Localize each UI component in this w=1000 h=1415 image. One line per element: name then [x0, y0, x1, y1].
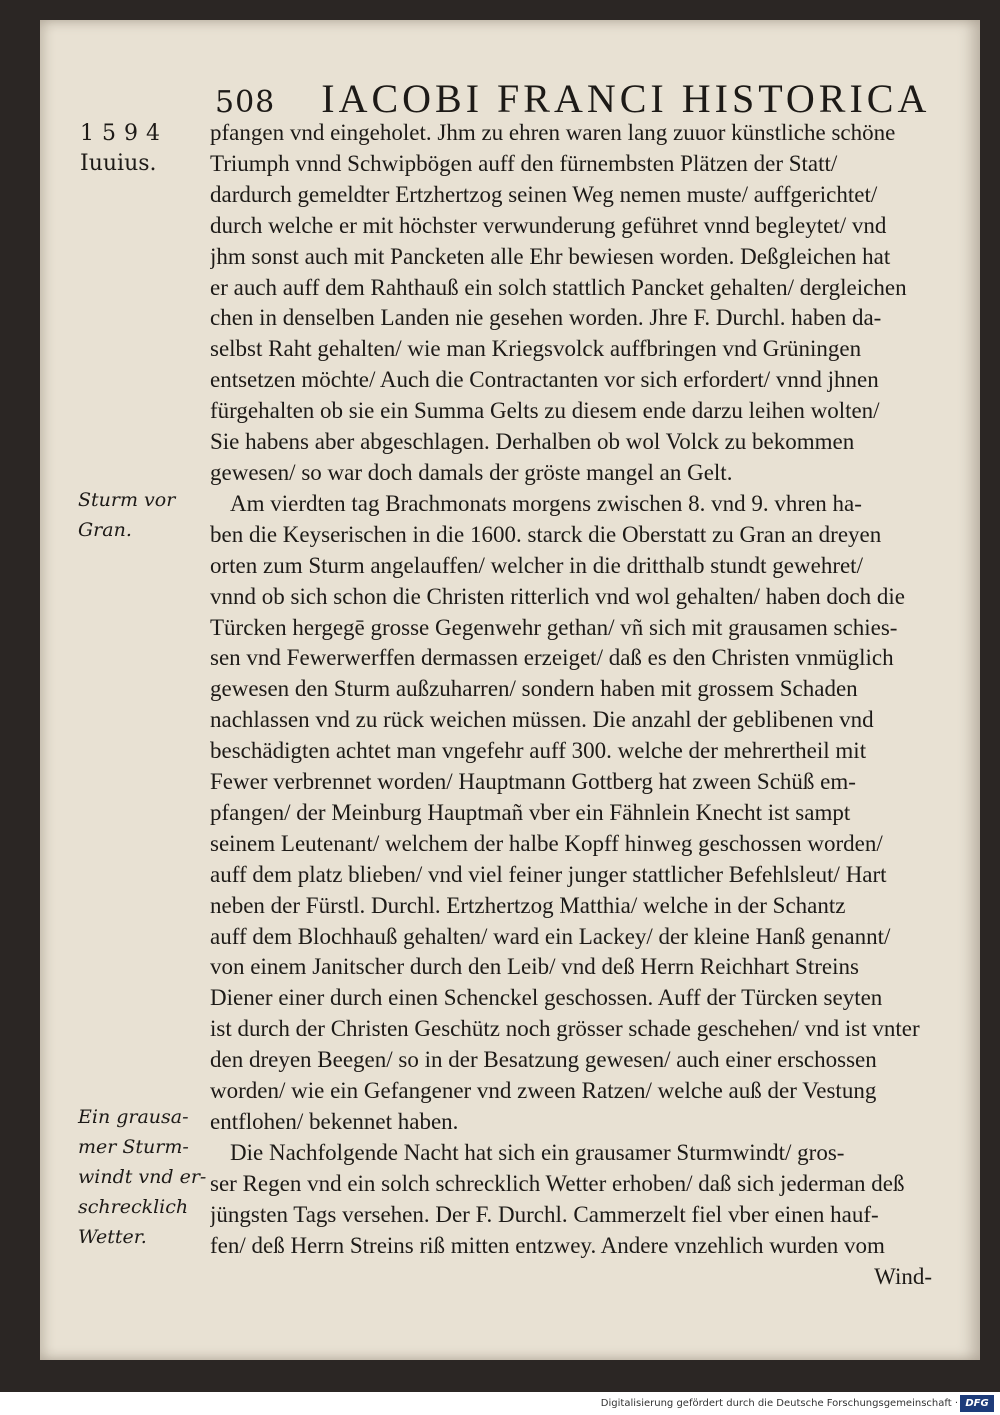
- text-line: Sie habens aber abgeschlagen. Derhalben ob wol Volck zu bekommen: [210, 429, 855, 455]
- margin-note-wetter: [78, 1102, 218, 1252]
- text-line: pfangen/ der Meinburg Hauptmañ vber ein Fähnlein Knecht ist sampt: [210, 799, 851, 825]
- text-line: Diener einer durch einen Schenckel geschossen. Auff der Türcken seyten: [210, 985, 883, 1011]
- text-line: fürgehalten ob sie ein Summa Gelts zu diesem ende darzu leihen wolten/: [210, 398, 880, 424]
- text-line: Türcken hergegē grosse Gegenwehr gethan/ vñ sich mit grausamen schies-: [210, 614, 898, 640]
- text-line: jhm sonst auch mit Pancketen alle Ehr bewiesen worden. Deßgleichen hat: [210, 243, 891, 269]
- funding-credit: Digitalisierung gefördert durch die Deutsche Forschungsgemeinschaft ·: [600, 1398, 958, 1409]
- text-line: gewesen den Sturm außzuharren/ sondern haben mit grossem Schaden: [210, 676, 858, 702]
- text-line: nachlassen vnd zu rück weichen müssen. Die anzahl der geblibenen vnd: [210, 707, 874, 733]
- text-line: ben die Keyserischen in die 1600. starck die Oberstatt zu Gran an dreyen: [210, 521, 882, 547]
- text-line: entflohen/ bekennet haben.: [210, 1109, 459, 1134]
- text-line: orten zum Sturm angelauffen/ welcher in die dritthalb stundt gewehret/: [210, 552, 863, 578]
- text-line: gewesen/ so war doch damals der gröste mangel an Gelt.: [210, 459, 733, 485]
- margin-month: Iuuius.: [80, 151, 157, 176]
- text-line: beschädigten achtet man vngefehr auff 300. welche der mehrertheil mit: [210, 738, 867, 764]
- text-line: neben der Fürstl. Durchl. Ertzhertzog Matthia/ welche in der Schantz: [210, 892, 846, 918]
- running-title: IACOBI FRANCI HISTORICA: [321, 76, 931, 121]
- margin-note-line: Gran.: [78, 519, 132, 541]
- text-line: selbst Raht gehalten/ wie man Kriegsvolck auffbringen vnd Grüningen: [210, 336, 862, 362]
- margin-note-sturm: [78, 485, 218, 545]
- text-line: chen in denselben Landen nie gesehen worden. Jhre F. Durchl. haben da-: [210, 305, 882, 331]
- text-line: Die Nachfolgende Nacht hat sich ein grausamer Sturmwindt/ gros-: [230, 1139, 845, 1165]
- text-line: er auch auff dem Rahthauß ein solch stattlich Pancket gehalten/ dergleichen: [210, 274, 907, 300]
- text-line: worden/ wie ein Gefangener vnd zween Ratzen/ welche auß der Vestung: [210, 1078, 877, 1104]
- margin-note-line: Wetter.: [78, 1226, 147, 1248]
- text-line: auff dem platz blieben/ vnd viel feiner junger stattlicher Befehlsleut/ Hart: [210, 861, 887, 887]
- margin-note-line: windt vnd er-: [78, 1166, 207, 1188]
- margin-year: 1594: [80, 121, 168, 146]
- margin-note-line: Sturm vor: [78, 489, 176, 511]
- margin-note-line: mer Sturm-: [78, 1136, 189, 1158]
- text-line: seinem Leutenant/ welchem der halbe Kopff hinweg geschossen worden/: [210, 830, 883, 856]
- margin-note-line: schrecklich: [78, 1196, 189, 1218]
- text-line: von einem Janitscher durch den Leib/ vnd deß Herrn Reichhart Streins: [210, 954, 859, 980]
- page-number: 508: [215, 85, 276, 120]
- text-line: ser Regen vnd ein solch schrecklich Wetter erhoben/ daß sich jederman deß: [210, 1170, 905, 1196]
- text-line: den dreyen Beegen/ so in der Besatzung gewesen/ auch einer erschossen: [210, 1047, 877, 1073]
- text-line: fen/ deß Herrn Streins riß mitten entzwey. Andere vnzehlich wurden vom: [210, 1232, 885, 1258]
- text-line: entsetzen möchte/ Auch die Contractanten vor sich erfordert/ vnnd jhnen: [210, 367, 879, 393]
- text-line: Fewer verbrennet worden/ Hauptmann Gottberg hat zween Schüß em-: [210, 769, 856, 795]
- text-line: pfangen vnd eingeholet. Jhm zu ehren waren lang zuuor künstliche schöne: [210, 120, 896, 145]
- text-line: durch welche er mit höchster verwunderung geführet vnnd begleytet/ vnd: [210, 212, 887, 238]
- text-line: Triumph vnnd Schwipbögen auff den fürnembsten Plätzen der Statt/: [210, 150, 838, 176]
- text-line: auff dem Blochhauß gehalten/ ward ein Lackey/ der kleine Hanß genannt/: [210, 923, 891, 949]
- body-text: [210, 118, 940, 1292]
- text-line: sen vnd Fewerwerffen dermassen erzeiget/ daß es den Christen vnmüglich: [210, 645, 894, 671]
- margin-note-line: Ein grausa-: [78, 1106, 189, 1128]
- footer-bar: [0, 1392, 1000, 1415]
- catchword: Wind-: [874, 1263, 932, 1289]
- text-line: jüngsten Tags versehen. Der F. Durchl. Cammerzelt fiel vber einen hauf-: [210, 1201, 879, 1227]
- text-line: Am vierdten tag Brachmonats morgens zwischen 8. vnd 9. vhren ha-: [230, 490, 862, 516]
- book-page: [40, 20, 980, 1360]
- text-line: vnnd ob sich schon die Christen ritterlich vnd wol gehalten/ haben doch die: [210, 583, 905, 609]
- text-line: ist durch der Christen Geschütz noch grösser schade geschehen/ vnd ist vnter: [210, 1016, 920, 1042]
- text-line: dardurch gemeldter Ertzhertzog seinen Weg nemen muste/ auffgerichtet/: [210, 181, 878, 207]
- dfg-logo-icon: DFG: [960, 1395, 994, 1412]
